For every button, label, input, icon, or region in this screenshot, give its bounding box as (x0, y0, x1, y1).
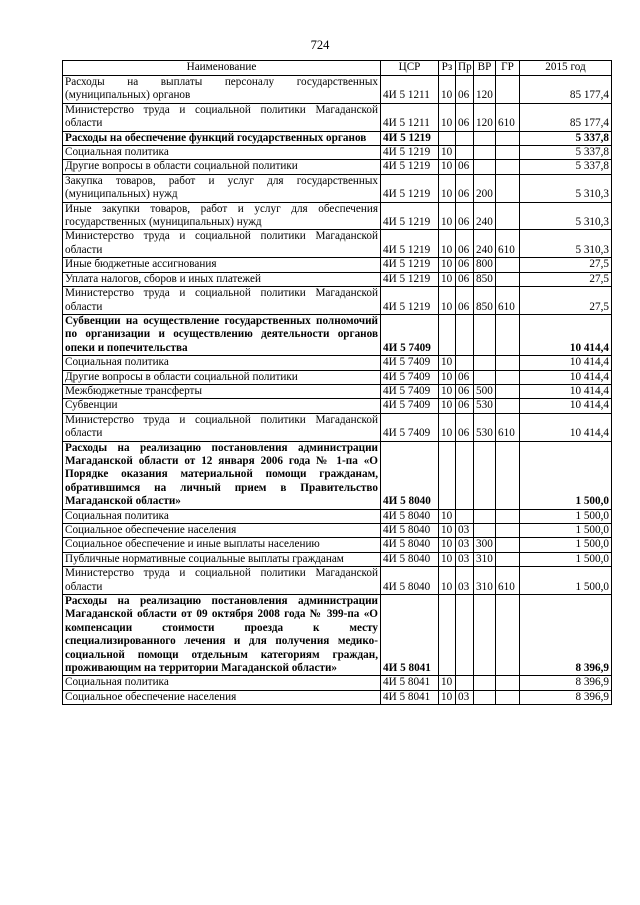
gr-cell (496, 202, 520, 230)
rz-cell (439, 131, 456, 145)
name-cell: Министерство труда и социальной политики Магаданской области (63, 230, 381, 258)
name-cell: Межбюджетные трансферты (63, 384, 381, 398)
rz-cell: 10 (439, 174, 456, 202)
pr-cell: 06 (456, 174, 474, 202)
header-name: Наименование (63, 61, 381, 76)
vr-cell (474, 160, 496, 174)
table-row (63, 690, 612, 704)
amount-cell: 1 500,0 (520, 552, 612, 566)
pr-cell (456, 314, 474, 355)
amount-cell: 85 177,4 (520, 76, 612, 104)
amount-cell: 10 414,4 (520, 314, 612, 355)
amount-cell: 8 396,9 (520, 690, 612, 704)
table-row (63, 160, 612, 174)
pr-cell (456, 131, 474, 145)
gr-cell (496, 258, 520, 272)
rz-cell: 10 (439, 258, 456, 272)
csr-cell: 4И 5 1211 (381, 76, 439, 104)
vr-cell: 240 (474, 202, 496, 230)
vr-cell: 310 (474, 567, 496, 595)
amount-cell: 27,5 (520, 258, 612, 272)
amount-cell: 10 414,4 (520, 370, 612, 384)
gr-cell (496, 595, 520, 676)
table-row (63, 230, 612, 258)
gr-cell (496, 384, 520, 398)
table-row (63, 202, 612, 230)
gr-cell (496, 131, 520, 145)
amount-cell: 27,5 (520, 287, 612, 315)
name-cell: Социальная политика (63, 356, 381, 370)
gr-cell (496, 552, 520, 566)
rz-cell: 10 (439, 552, 456, 566)
csr-cell: 4И 5 8040 (381, 567, 439, 595)
amount-cell: 8 396,9 (520, 595, 612, 676)
amount-cell: 5 337,8 (520, 160, 612, 174)
table-row (63, 314, 612, 355)
rz-cell (439, 595, 456, 676)
pr-cell: 03 (456, 552, 474, 566)
vr-cell (474, 356, 496, 370)
name-cell: Социальное обеспечение населения (63, 690, 381, 704)
name-cell: Министерство труда и социальной политики Магаданской области (63, 103, 381, 131)
pr-cell: 06 (456, 287, 474, 315)
amount-cell: 1 500,0 (520, 567, 612, 595)
name-cell: Социальное обеспечение и иные выплаты населению (63, 538, 381, 552)
rz-cell: 10 (439, 76, 456, 104)
csr-cell: 4И 5 1219 (381, 174, 439, 202)
gr-cell (496, 314, 520, 355)
name-cell: Иные бюджетные ассигнования (63, 258, 381, 272)
vr-cell: 500 (474, 384, 496, 398)
rz-cell: 10 (439, 524, 456, 538)
table-row (63, 567, 612, 595)
gr-cell (496, 160, 520, 174)
header-rz: Рз (439, 61, 456, 76)
name-cell: Другие вопросы в области социальной политики (63, 370, 381, 384)
gr-cell (496, 146, 520, 160)
name-cell: Расходы на обеспечение функций государственных органов (63, 131, 381, 145)
amount-cell: 8 396,9 (520, 676, 612, 690)
vr-cell: 200 (474, 174, 496, 202)
table-row (63, 272, 612, 286)
pr-cell: 03 (456, 538, 474, 552)
csr-cell: 4И 5 8040 (381, 552, 439, 566)
rz-cell: 10 (439, 272, 456, 286)
amount-cell: 27,5 (520, 272, 612, 286)
table-row (63, 287, 612, 315)
gr-cell (496, 524, 520, 538)
page-number: 724 (310, 38, 330, 52)
rz-cell: 10 (439, 399, 456, 413)
gr-cell: 610 (496, 103, 520, 131)
gr-cell (496, 174, 520, 202)
vr-cell (474, 524, 496, 538)
rz-cell: 10 (439, 202, 456, 230)
name-cell: Расходы на реализацию постановления администрации Магаданской области от 09 октября 2008 года № 399-па «О компенсации стоимости проезда к месту специализированного лечения и для получения медико-социальной помощи отдельным категориям граждан, проживающим на территории Магаданской области» (63, 595, 381, 676)
name-cell: Другие вопросы в области социальной политики (63, 160, 381, 174)
name-cell: Министерство труда и социальной политики Магаданской области (63, 287, 381, 315)
pr-cell: 03 (456, 524, 474, 538)
csr-cell: 4И 5 7409 (381, 356, 439, 370)
csr-cell: 4И 5 1219 (381, 202, 439, 230)
vr-cell: 800 (474, 258, 496, 272)
vr-cell: 310 (474, 552, 496, 566)
amount-cell: 5 337,8 (520, 131, 612, 145)
vr-cell (474, 441, 496, 509)
name-cell: Социальная политика (63, 676, 381, 690)
pr-cell (456, 356, 474, 370)
table-row (63, 509, 612, 523)
csr-cell: 4И 5 8040 (381, 524, 439, 538)
gr-cell (496, 76, 520, 104)
table-body (63, 76, 612, 705)
vr-cell: 530 (474, 413, 496, 441)
table-row (63, 413, 612, 441)
amount-cell: 1 500,0 (520, 538, 612, 552)
rz-cell: 10 (439, 370, 456, 384)
rz-cell: 10 (439, 567, 456, 595)
amount-cell: 10 414,4 (520, 399, 612, 413)
pr-cell: 06 (456, 103, 474, 131)
pr-cell: 06 (456, 160, 474, 174)
budget-table (62, 60, 612, 705)
table-row (63, 103, 612, 131)
vr-cell: 120 (474, 76, 496, 104)
gr-cell (496, 690, 520, 704)
table-row (63, 538, 612, 552)
pr-cell: 03 (456, 567, 474, 595)
rz-cell: 10 (439, 160, 456, 174)
gr-cell: 610 (496, 287, 520, 315)
gr-cell (496, 538, 520, 552)
gr-cell: 610 (496, 567, 520, 595)
table-row (63, 174, 612, 202)
pr-cell (456, 595, 474, 676)
pr-cell: 06 (456, 413, 474, 441)
pr-cell: 06 (456, 384, 474, 398)
vr-cell: 850 (474, 272, 496, 286)
pr-cell (456, 146, 474, 160)
csr-cell: 4И 5 8040 (381, 441, 439, 509)
rz-cell: 10 (439, 384, 456, 398)
pr-cell: 06 (456, 399, 474, 413)
csr-cell: 4И 5 7409 (381, 413, 439, 441)
header-year: 2015 год (520, 61, 612, 76)
table-row (63, 676, 612, 690)
table-row (63, 441, 612, 509)
rz-cell: 10 (439, 538, 456, 552)
amount-cell: 10 414,4 (520, 413, 612, 441)
table-row (63, 552, 612, 566)
table-row (63, 76, 612, 104)
rz-cell: 10 (439, 690, 456, 704)
amount-cell: 1 500,0 (520, 441, 612, 509)
header-vr: ВР (474, 61, 496, 76)
vr-cell (474, 690, 496, 704)
csr-cell: 4И 5 1219 (381, 287, 439, 315)
amount-cell: 10 414,4 (520, 384, 612, 398)
vr-cell (474, 131, 496, 145)
csr-cell: 4И 5 1219 (381, 160, 439, 174)
rz-cell: 10 (439, 676, 456, 690)
vr-cell (474, 509, 496, 523)
name-cell: Закупка товаров, работ и услуг для государственных (муниципальных) нужд (63, 174, 381, 202)
rz-cell: 10 (439, 103, 456, 131)
amount-cell: 5 310,3 (520, 202, 612, 230)
amount-cell: 5 310,3 (520, 174, 612, 202)
name-cell: Министерство труда и социальной политики Магаданской области (63, 567, 381, 595)
name-cell: Публичные нормативные социальные выплаты гражданам (63, 552, 381, 566)
name-cell: Субвенции (63, 399, 381, 413)
vr-cell: 850 (474, 287, 496, 315)
rz-cell (439, 441, 456, 509)
table-row (63, 524, 612, 538)
table-row (63, 131, 612, 145)
csr-cell: 4И 5 1219 (381, 146, 439, 160)
csr-cell: 4И 5 1219 (381, 131, 439, 145)
gr-cell (496, 370, 520, 384)
vr-cell (474, 370, 496, 384)
table-row (63, 595, 612, 676)
header-gr: ГР (496, 61, 520, 76)
csr-cell: 4И 5 7409 (381, 384, 439, 398)
header-csr: ЦСР (381, 61, 439, 76)
amount-cell: 1 500,0 (520, 509, 612, 523)
name-cell: Социальное обеспечение населения (63, 524, 381, 538)
pr-cell (456, 441, 474, 509)
name-cell: Министерство труда и социальной политики Магаданской области (63, 413, 381, 441)
csr-cell: 4И 5 1211 (381, 103, 439, 131)
amount-cell: 85 177,4 (520, 103, 612, 131)
csr-cell: 4И 5 1219 (381, 230, 439, 258)
rz-cell: 10 (439, 413, 456, 441)
gr-cell (496, 399, 520, 413)
table-row (63, 356, 612, 370)
vr-cell: 300 (474, 538, 496, 552)
pr-cell (456, 509, 474, 523)
rz-cell: 10 (439, 146, 456, 160)
csr-cell: 4И 5 7409 (381, 370, 439, 384)
name-cell: Субвенции на осуществление государственных полномочий по организации и осуществлению деятельности органов опеки и попечительства (63, 314, 381, 355)
vr-cell: 120 (474, 103, 496, 131)
amount-cell: 5 310,3 (520, 230, 612, 258)
pr-cell: 03 (456, 690, 474, 704)
table-row (63, 384, 612, 398)
pr-cell (456, 676, 474, 690)
gr-cell: 610 (496, 413, 520, 441)
table-row (63, 399, 612, 413)
gr-cell (496, 441, 520, 509)
vr-cell: 240 (474, 230, 496, 258)
csr-cell: 4И 5 7409 (381, 314, 439, 355)
rz-cell: 10 (439, 287, 456, 315)
name-cell: Расходы на реализацию постановления администрации Магаданской области от 12 января 2006 года № 1-па «О Порядке оказания материальной помощи гражданам, обратившимся на личный прием в Правительство Магаданской области» (63, 441, 381, 509)
name-cell: Иные закупки товаров, работ и услуг для обеспечения государственных (муниципальных) нужд (63, 202, 381, 230)
gr-cell (496, 509, 520, 523)
csr-cell: 4И 5 8041 (381, 676, 439, 690)
pr-cell: 06 (456, 76, 474, 104)
csr-cell: 4И 5 8040 (381, 509, 439, 523)
vr-cell (474, 595, 496, 676)
csr-cell: 4И 5 8041 (381, 690, 439, 704)
gr-cell (496, 356, 520, 370)
table-row (63, 146, 612, 160)
pr-cell: 06 (456, 258, 474, 272)
csr-cell: 4И 5 8040 (381, 538, 439, 552)
table-row (63, 370, 612, 384)
amount-cell: 5 337,8 (520, 146, 612, 160)
name-cell: Уплата налогов, сборов и иных платежей (63, 272, 381, 286)
gr-cell: 610 (496, 230, 520, 258)
gr-cell (496, 272, 520, 286)
vr-cell (474, 676, 496, 690)
pr-cell: 06 (456, 230, 474, 258)
vr-cell (474, 314, 496, 355)
csr-cell: 4И 5 8041 (381, 595, 439, 676)
csr-cell: 4И 5 1219 (381, 258, 439, 272)
rz-cell: 10 (439, 230, 456, 258)
rz-cell: 10 (439, 509, 456, 523)
csr-cell: 4И 5 7409 (381, 399, 439, 413)
gr-cell (496, 676, 520, 690)
name-cell: Расходы на выплаты персоналу государственных (муниципальных) органов (63, 76, 381, 104)
amount-cell: 1 500,0 (520, 524, 612, 538)
csr-cell: 4И 5 1219 (381, 272, 439, 286)
pr-cell: 06 (456, 202, 474, 230)
amount-cell: 10 414,4 (520, 356, 612, 370)
rz-cell (439, 314, 456, 355)
pr-cell: 06 (456, 272, 474, 286)
header-pr: Пр (456, 61, 474, 76)
table-row (63, 258, 612, 272)
rz-cell: 10 (439, 356, 456, 370)
vr-cell: 530 (474, 399, 496, 413)
name-cell: Социальная политика (63, 146, 381, 160)
name-cell: Социальная политика (63, 509, 381, 523)
pr-cell: 06 (456, 370, 474, 384)
vr-cell (474, 146, 496, 160)
table-header-row (63, 61, 612, 76)
